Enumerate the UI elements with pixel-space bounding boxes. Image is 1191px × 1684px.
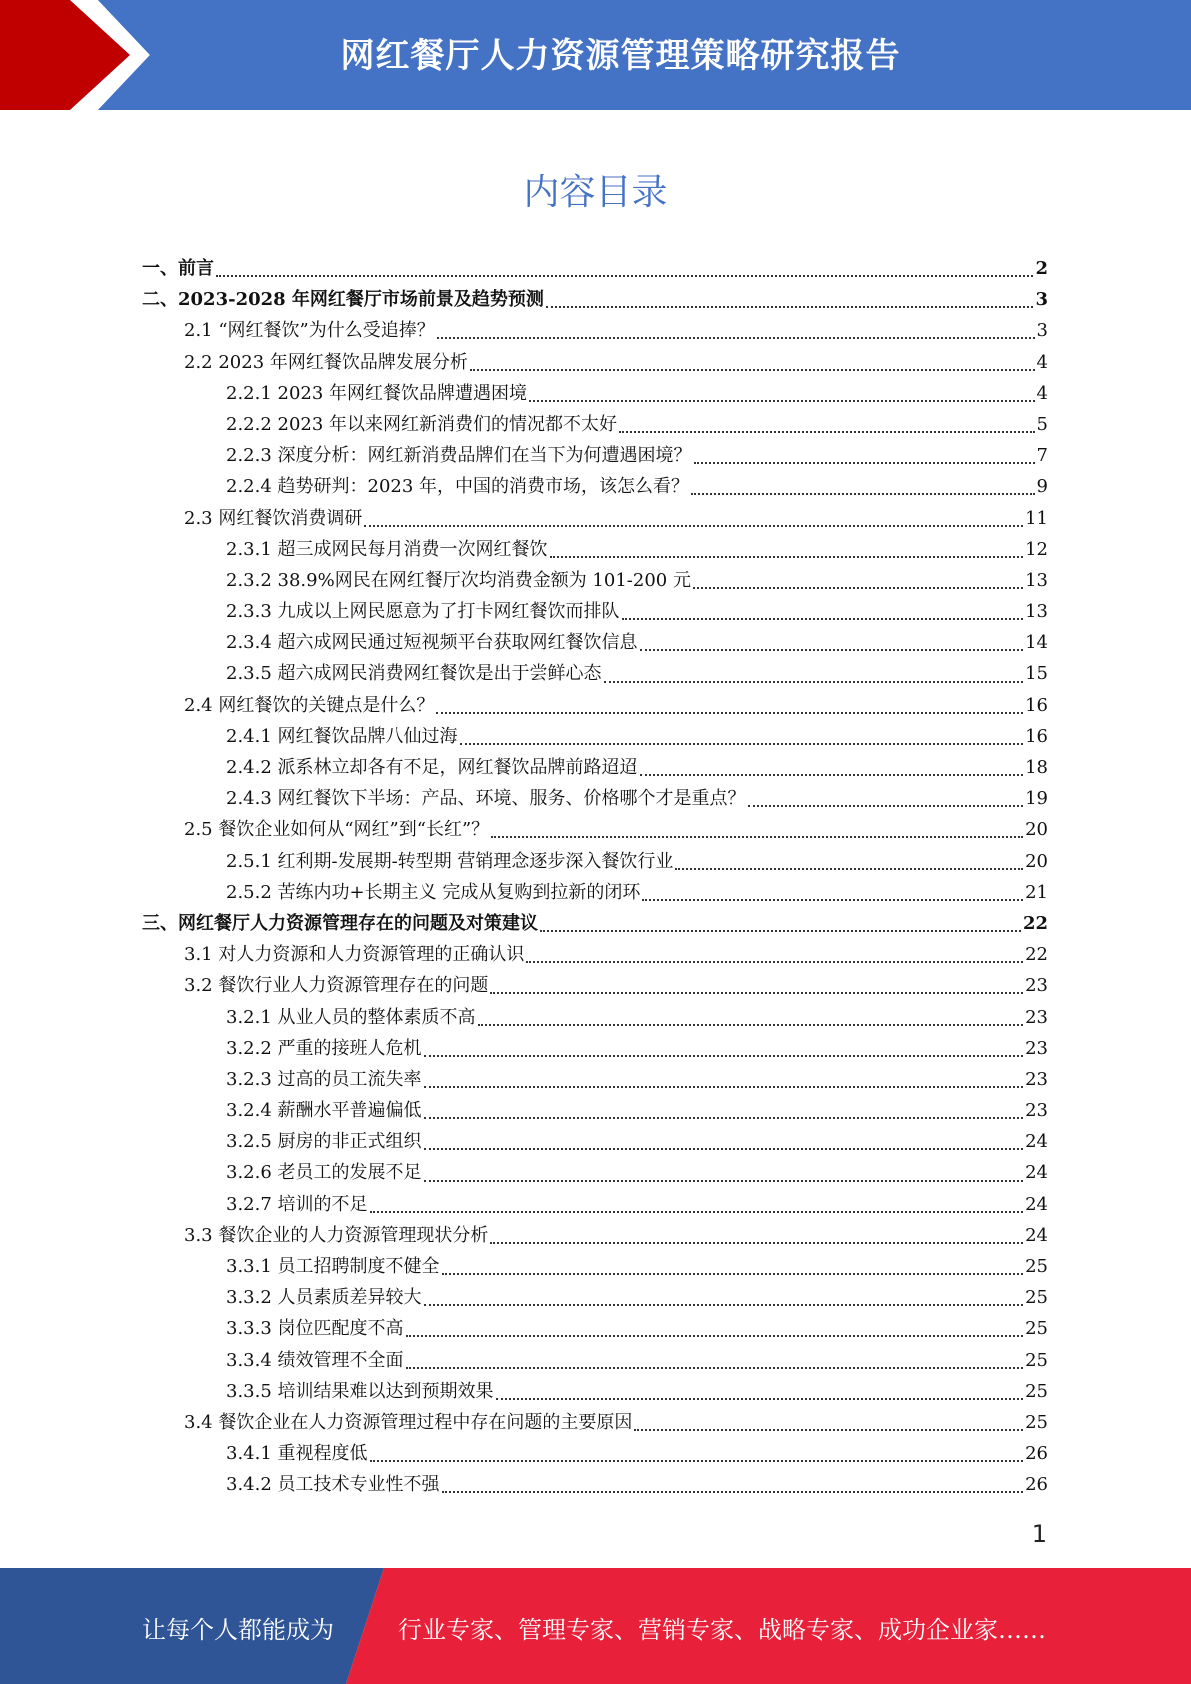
toc-entry[interactable] xyxy=(142,1283,1048,1314)
toc-entry-label: 2.1 “网红餐饮”为什么受追捧？ xyxy=(184,320,435,342)
toc-entry-page: 20 xyxy=(1025,850,1048,872)
toc-entry[interactable] xyxy=(142,1346,1048,1377)
toc-entry-label: 3.2 餐饮行业人力资源管理存在的问题 xyxy=(184,975,489,997)
toc-entry-page: 4 xyxy=(1036,382,1048,404)
toc-entry[interactable] xyxy=(142,784,1048,815)
toc-entry-label: 3.4 餐饮企业在人力资源管理过程中存在问题的主要原因 xyxy=(184,1411,633,1433)
toc-dot-leader xyxy=(546,305,1034,308)
toc-entry[interactable] xyxy=(142,971,1048,1002)
toc-entry-label: 2.5.1 红利期-发展期-转型期 营销理念逐步深入餐饮行业 xyxy=(226,850,674,872)
toc-dot-leader xyxy=(216,274,1033,277)
toc-entry-page: 2 xyxy=(1035,258,1048,279)
toc-entry-page: 21 xyxy=(1025,881,1048,903)
toc-entry-label: 2.3.1 超三成网民每月消费一次网红餐饮 xyxy=(226,538,548,560)
toc-entry-page: 7 xyxy=(1036,445,1048,467)
toc-dot-leader xyxy=(496,1397,1024,1400)
toc-entry[interactable] xyxy=(142,1034,1048,1065)
toc-entry[interactable] xyxy=(142,659,1048,690)
page-number: 1 xyxy=(1031,1520,1047,1548)
toc-entry-page: 24 xyxy=(1025,1224,1048,1246)
toc-dot-leader xyxy=(691,492,1034,495)
toc-entry-page: 13 xyxy=(1025,569,1048,591)
toc-entry-label: 3.2.5 厨房的非正式组织 xyxy=(226,1131,422,1153)
toc-dot-leader xyxy=(491,835,1023,838)
toc-entry-label: 2.4 网红餐饮的关键点是什么？ xyxy=(184,694,435,716)
toc-entry-label: 2.3.2 38.9%网民在网红餐厅次均消费金额为 101-200 元 xyxy=(226,569,691,591)
toc-entry-label: 3.3.4 绩效管理不全面 xyxy=(226,1349,404,1371)
toc-dot-leader xyxy=(604,680,1024,683)
toc-dot-leader xyxy=(370,1459,1024,1462)
toc-dot-leader xyxy=(619,430,1034,433)
toc-dot-leader xyxy=(490,1241,1023,1244)
toc-entry-page: 12 xyxy=(1025,538,1048,560)
toc-entry-label: 3.3.1 员工招聘制度不健全 xyxy=(226,1256,440,1277)
toc-entry-page: 24 xyxy=(1025,1162,1048,1184)
toc-dot-leader xyxy=(370,1210,1024,1213)
toc-entry-label: 2.5 餐饮企业如何从“网红”到“长红”？ xyxy=(184,819,490,841)
toc-dot-leader xyxy=(694,461,1035,464)
footer-slogan-left: 让每个人都能成为 xyxy=(142,1616,334,1644)
toc-entry[interactable] xyxy=(142,285,1048,316)
toc-dot-leader xyxy=(437,336,1035,339)
toc-entry-page: 18 xyxy=(1025,757,1048,778)
toc-entry-label: 一、前言 xyxy=(142,258,214,279)
toc-dot-leader xyxy=(622,617,1024,620)
toc-entry-page: 22 xyxy=(1022,912,1048,934)
toc-entry-page: 25 xyxy=(1025,1380,1048,1402)
toc-dot-leader xyxy=(436,711,1023,714)
toc-entry[interactable] xyxy=(142,1439,1048,1470)
toc-entry[interactable] xyxy=(142,379,1048,410)
toc-entry-label: 2.2.2 2023 年以来网红新消费们的情况都不太好 xyxy=(226,413,618,435)
toc-dot-leader xyxy=(424,1116,1024,1119)
toc-entry[interactable] xyxy=(142,316,1048,347)
toc-entry[interactable] xyxy=(142,1065,1048,1096)
toc-entry[interactable] xyxy=(142,504,1048,535)
toc-entry[interactable] xyxy=(142,597,1048,628)
toc-entry-label: 2.2.4 趋势研判：2023 年，中国的消费市场，该怎么看？ xyxy=(226,476,690,498)
toc-entry-page: 13 xyxy=(1025,601,1048,623)
toc-dot-leader xyxy=(748,804,1024,807)
toc-entry-label: 3.4.1 重视程度低 xyxy=(226,1443,368,1465)
toc-entry[interactable] xyxy=(142,753,1048,784)
toc-entry[interactable] xyxy=(142,1377,1048,1408)
toc-entry[interactable] xyxy=(142,691,1048,722)
toc-entry-page: 23 xyxy=(1025,975,1048,997)
toc-entry-label: 2.5.2 苦练内功+长期主义 完成从复购到拉新的闭环 xyxy=(226,881,641,903)
toc-dot-leader xyxy=(424,1085,1024,1088)
toc-dot-leader xyxy=(640,773,1024,776)
toc-entry-page: 11 xyxy=(1025,507,1048,529)
toc-entry[interactable] xyxy=(142,1314,1048,1345)
toc-entry[interactable] xyxy=(142,1127,1048,1158)
toc-dot-leader xyxy=(424,1054,1024,1057)
toc-dot-leader xyxy=(550,555,1024,558)
toc-entry-page: 22 xyxy=(1025,944,1048,966)
toc-entry-label: 3.2.6 老员工的发展不足 xyxy=(226,1162,422,1184)
toc-dot-leader xyxy=(442,1272,1024,1275)
toc-dot-leader xyxy=(364,524,1023,527)
toc-entry-label: 2.3.4 超六成网民通过短视频平台获取网红餐饮信息 xyxy=(226,632,638,654)
toc-entry-page: 4 xyxy=(1036,351,1048,373)
toc-entry-page: 5 xyxy=(1036,413,1048,435)
toc-entry[interactable] xyxy=(142,1003,1048,1034)
page-footer-banner xyxy=(0,1568,1191,1684)
toc-entry-page: 25 xyxy=(1025,1318,1048,1340)
toc-entry-label: 3.3 餐饮企业的人力资源管理现状分析 xyxy=(184,1224,489,1246)
toc-entry[interactable] xyxy=(142,410,1048,441)
toc-entry[interactable] xyxy=(142,254,1048,285)
toc-entry-page: 16 xyxy=(1025,725,1048,747)
toc-entry-label: 2.3.3 九成以上网民愿意为了打卡网红餐饮而排队 xyxy=(226,601,620,623)
toc-entry-page: 23 xyxy=(1025,1068,1048,1090)
toc-entry[interactable] xyxy=(142,940,1048,971)
toc-entry[interactable] xyxy=(142,1190,1048,1221)
toc-entry-label: 3.2.1 从业人员的整体素质不高 xyxy=(226,1006,476,1028)
toc-entry-label: 2.4.1 网红餐饮品牌八仙过海 xyxy=(226,725,458,747)
toc-entry-label: 3.1 对人力资源和人力资源管理的正确认识 xyxy=(184,944,525,966)
toc-entry[interactable] xyxy=(142,1408,1048,1439)
toc-entry-label: 3.3.2 人员素质差异较大 xyxy=(226,1287,422,1309)
toc-dot-leader xyxy=(460,742,1024,745)
toc-entry-page: 16 xyxy=(1025,694,1048,716)
toc-entry[interactable] xyxy=(142,1221,1048,1252)
toc-entry-page: 15 xyxy=(1025,663,1048,685)
toc-entry-label: 2.2.3 深度分析：网红新消费品牌们在当下为何遭遇困境？ xyxy=(226,445,692,467)
toc-entry[interactable] xyxy=(142,472,1048,503)
page-header-banner xyxy=(0,0,1191,110)
toc-entry-label: 3.3.5 培训结果难以达到预期效果 xyxy=(226,1380,494,1402)
footer-slogan-right: 行业专家、管理专家、营销专家、战略专家、成功企业家…… xyxy=(398,1616,1046,1644)
toc-entry-label: 3.2.2 严重的接班人危机 xyxy=(226,1037,422,1059)
toc-entry-label: 二、2023-2028 年网红餐厅市场前景及趋势预测 xyxy=(142,289,544,311)
toc-entry[interactable] xyxy=(142,566,1048,597)
toc-entry-label: 2.3.5 超六成网民消费网红餐饮是出于尝鲜心态 xyxy=(226,663,602,685)
toc-dot-leader xyxy=(634,1428,1023,1431)
toc-entry-page: 9 xyxy=(1036,476,1048,498)
toc-entry-page: 3 xyxy=(1035,289,1048,311)
toc-entry[interactable] xyxy=(142,1470,1048,1501)
toc-entry-page: 3 xyxy=(1036,320,1048,342)
toc-entry-page: 14 xyxy=(1025,632,1048,654)
toc-entry[interactable] xyxy=(142,348,1048,379)
toc-dot-leader xyxy=(406,1366,1024,1369)
toc-entry[interactable] xyxy=(142,1252,1048,1283)
toc-entry[interactable] xyxy=(142,1096,1048,1127)
toc-dot-leader xyxy=(442,1490,1024,1493)
toc-dot-leader xyxy=(642,898,1023,901)
toc-entry-page: 24 xyxy=(1025,1131,1048,1153)
toc-heading: 内容目录 xyxy=(523,172,668,213)
toc-entry-page: 24 xyxy=(1025,1193,1048,1215)
toc-dot-leader xyxy=(675,867,1023,870)
toc-entry-page: 23 xyxy=(1025,1006,1048,1028)
toc-entry-label: 3.3.3 岗位匹配度不高 xyxy=(226,1318,404,1340)
toc-dot-leader xyxy=(470,368,1035,371)
toc-entry[interactable] xyxy=(142,847,1048,878)
toc-entry-page: 23 xyxy=(1025,1100,1048,1122)
toc-entry[interactable] xyxy=(142,909,1048,940)
toc-dot-leader xyxy=(540,929,1021,932)
toc-entry-page: 20 xyxy=(1025,819,1048,841)
toc-entry-label: 2.2 2023 年网红餐饮品牌发展分析 xyxy=(184,351,468,373)
toc-entry-label: 3.4.2 员工技术专业性不强 xyxy=(226,1474,440,1496)
toc-entry-page: 25 xyxy=(1025,1349,1048,1371)
toc-entry-page: 25 xyxy=(1025,1256,1048,1277)
toc-dot-leader xyxy=(529,399,1034,402)
toc-dot-leader xyxy=(478,1023,1024,1026)
toc-dot-leader xyxy=(490,991,1023,994)
toc-entry-label: 3.2.3 过高的员工流失率 xyxy=(226,1068,422,1090)
toc-entry-page: 23 xyxy=(1025,1037,1048,1059)
toc-dot-leader xyxy=(640,648,1024,651)
toc-entry-label: 2.2.1 2023 年网红餐饮品牌遭遇困境 xyxy=(226,382,528,404)
toc-entry-page: 26 xyxy=(1025,1474,1048,1496)
toc-entry[interactable] xyxy=(142,815,1048,846)
toc-entry[interactable] xyxy=(142,441,1048,472)
toc-dot-leader xyxy=(424,1179,1024,1182)
toc-entry[interactable] xyxy=(142,722,1048,753)
toc-dot-leader xyxy=(424,1147,1024,1150)
toc-entry-label: 三、网红餐厅人力资源管理存在的问题及对策建议 xyxy=(142,912,538,934)
toc-entry-label: 2.4.2 派系林立却各有不足，网红餐饮品牌前路迢迢 xyxy=(226,757,638,778)
toc-entry[interactable] xyxy=(142,535,1048,566)
toc-dot-leader xyxy=(526,960,1023,963)
toc-entry-page: 26 xyxy=(1025,1443,1048,1465)
toc-entry-page: 25 xyxy=(1025,1411,1048,1433)
toc-dot-leader xyxy=(693,586,1023,589)
toc-entry-page: 25 xyxy=(1025,1287,1048,1309)
toc-entry-label: 2.3 网红餐饮消费调研 xyxy=(184,507,363,529)
toc-entry[interactable] xyxy=(142,628,1048,659)
toc-entry-page: 19 xyxy=(1025,788,1048,810)
report-title: 网红餐厅人力资源管理策略研究报告 xyxy=(340,36,901,76)
toc-entry[interactable] xyxy=(142,878,1048,909)
toc-entry-label: 3.2.7 培训的不足 xyxy=(226,1193,368,1215)
table-of-contents xyxy=(142,254,1048,1502)
toc-entry-label: 3.2.4 薪酬水平普遍偏低 xyxy=(226,1100,422,1122)
toc-entry-label: 2.4.3 网红餐饮下半场：产品、环境、服务、价格哪个才是重点？ xyxy=(226,788,746,810)
toc-dot-leader xyxy=(406,1334,1024,1337)
toc-entry[interactable] xyxy=(142,1158,1048,1189)
toc-dot-leader xyxy=(424,1303,1024,1306)
